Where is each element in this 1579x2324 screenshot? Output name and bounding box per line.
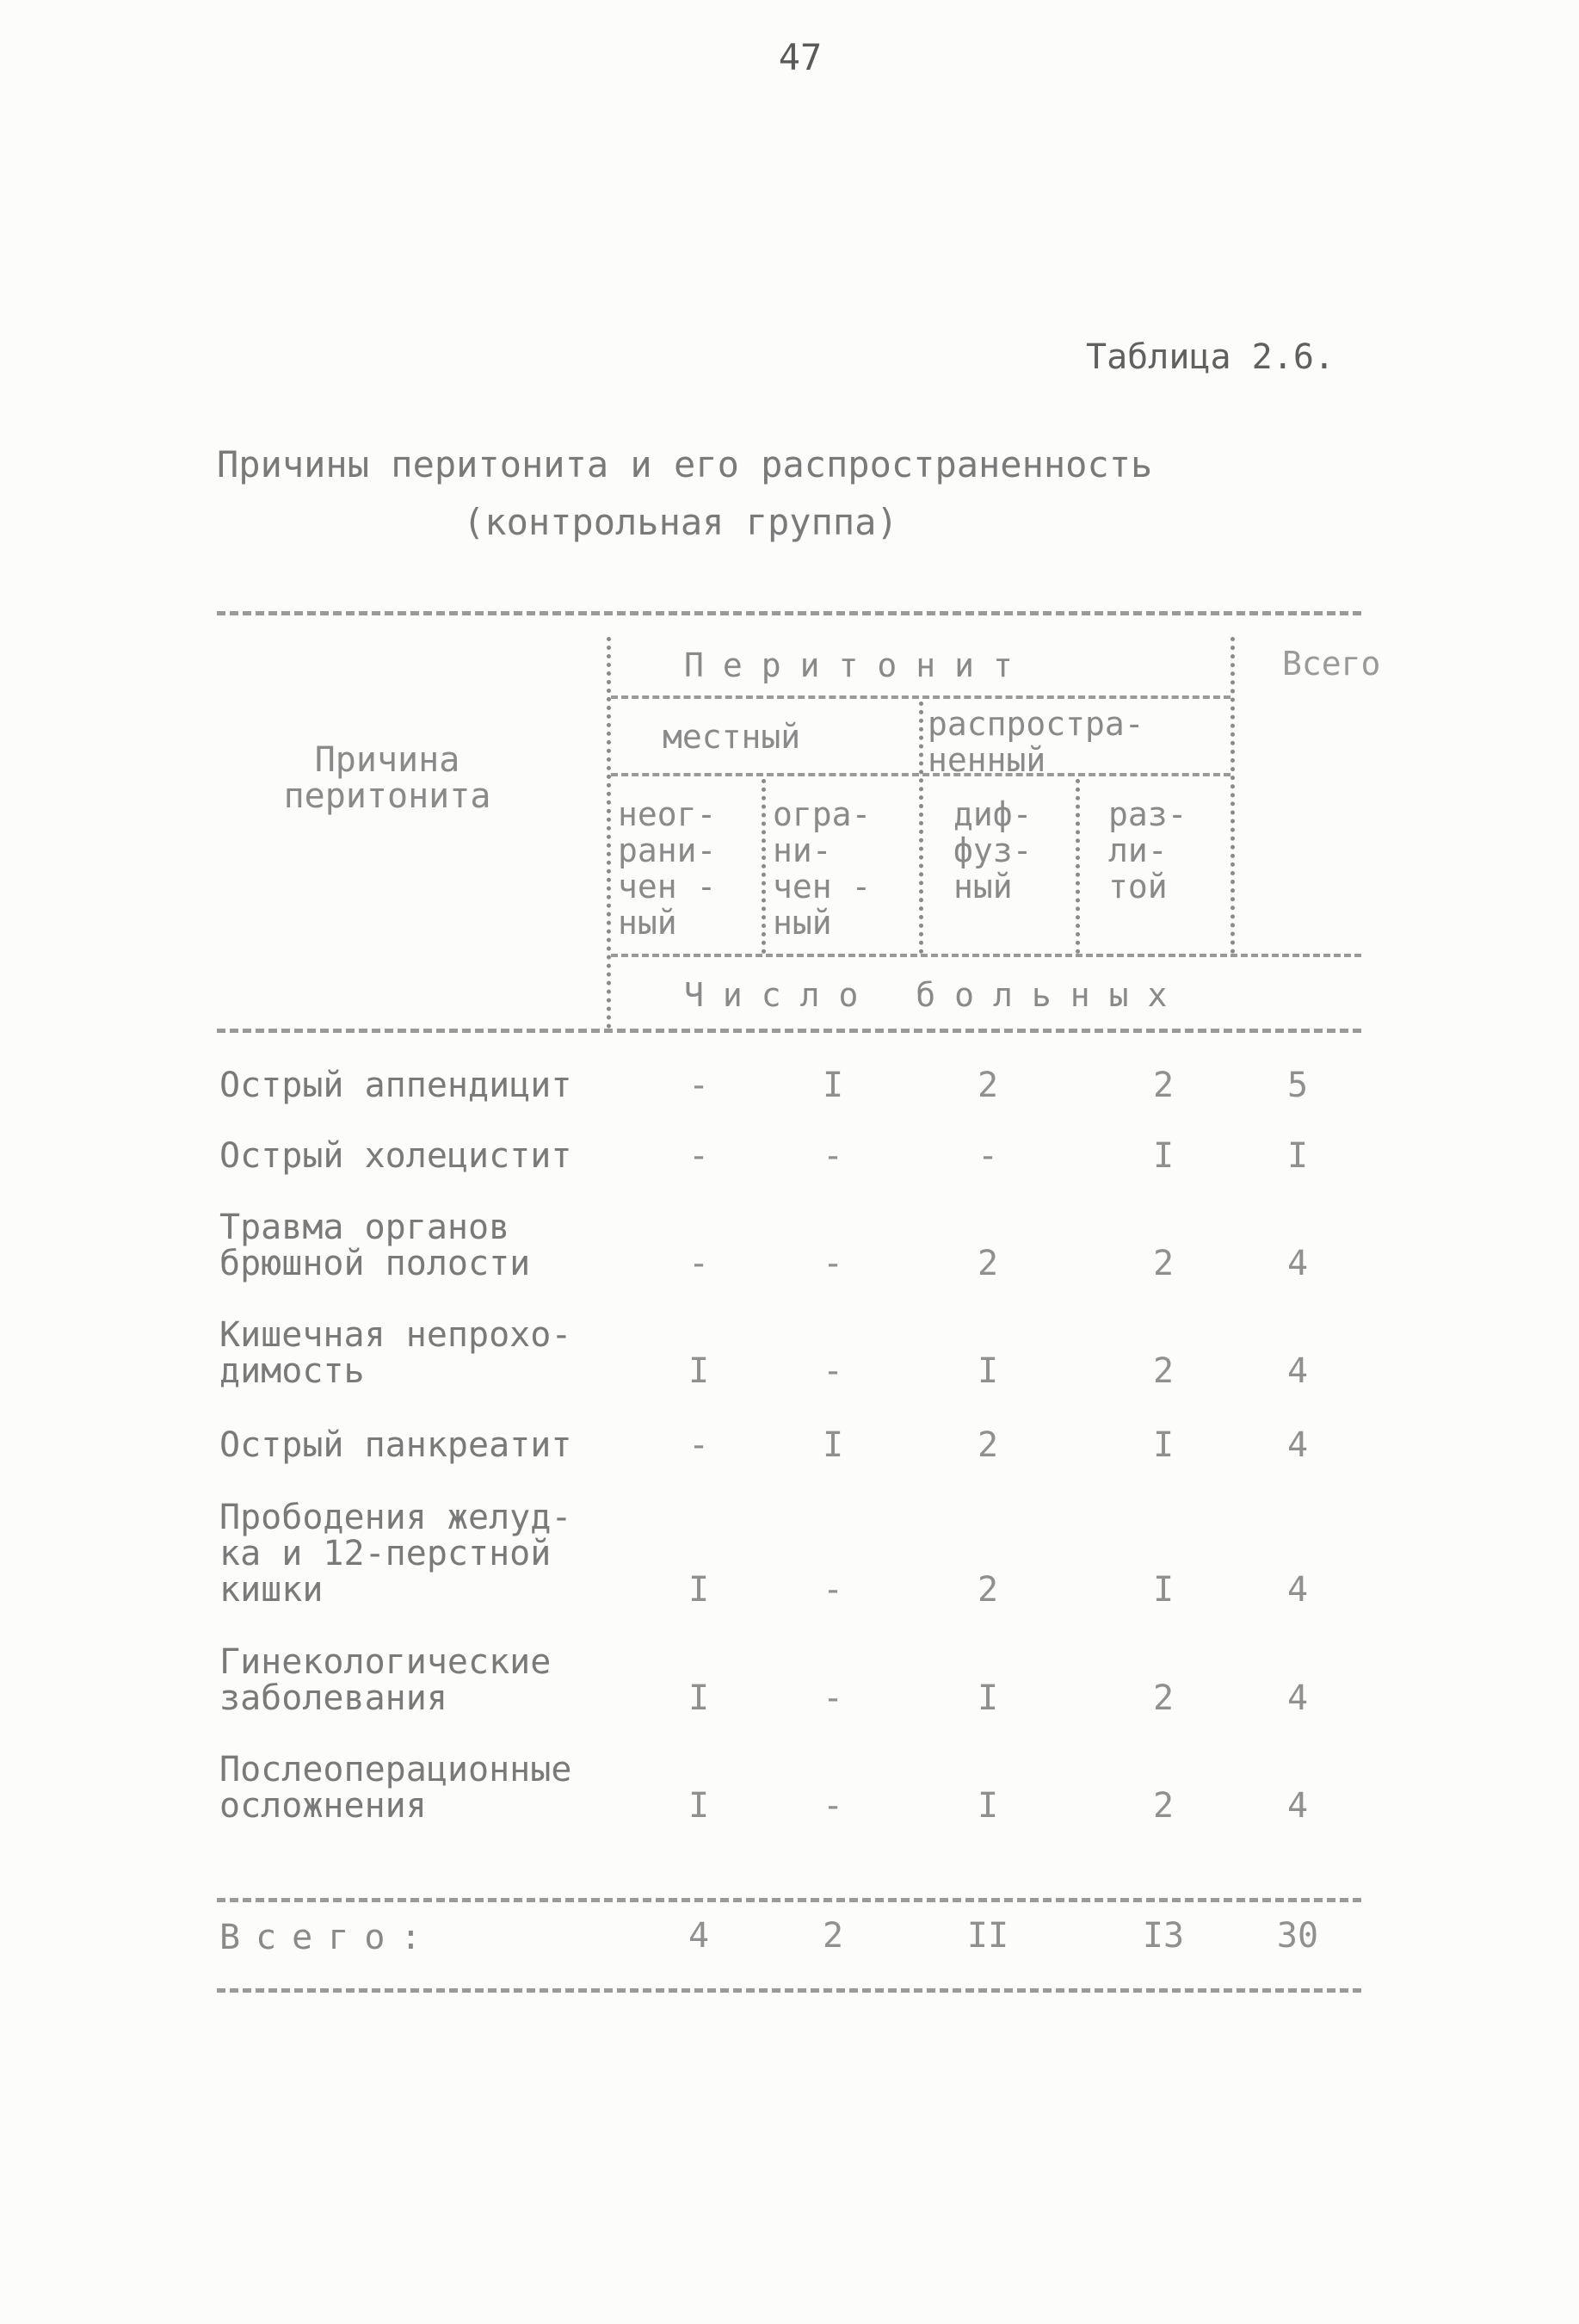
row-label: Гинекологические заболевания <box>219 1642 552 1718</box>
header-rule-3 <box>611 954 1361 957</box>
cell: - <box>822 1786 844 1826</box>
header-bottom-rule <box>217 1029 1361 1033</box>
header-cause: Причина перитонита <box>283 740 491 816</box>
header-rule-1 <box>611 695 1231 699</box>
table-top-rule <box>217 611 1361 615</box>
row-label: Острый холецистит <box>219 1136 572 1176</box>
cell: - <box>822 1570 844 1610</box>
cell: I <box>822 1425 844 1465</box>
cell: 4 <box>1286 1570 1309 1610</box>
row-label: Острый аппендицит <box>219 1066 572 1105</box>
header-limited: огра- ни- чен - ный <box>773 795 872 942</box>
cell: - <box>822 1136 844 1176</box>
cell: I <box>1152 1136 1175 1176</box>
total-top-rule <box>217 1898 1361 1902</box>
cell: - <box>822 1351 844 1391</box>
cell: - <box>822 1678 844 1718</box>
row-label: Острый панкреатит <box>219 1425 572 1465</box>
header-count: Число больных <box>684 976 1187 1014</box>
total-cell: 2 <box>822 1916 844 1956</box>
row-label: Прободения желуд- ка и 12-перстной кишки <box>219 1498 572 1610</box>
header-peritonitis: Перитонит <box>684 646 1032 684</box>
table-title: Причины перитонита и его распространенность <box>217 443 1153 485</box>
row-label: Кишечная непрохо- димость <box>219 1315 572 1391</box>
cell: I <box>688 1570 710 1610</box>
cell: 2 <box>1152 1351 1175 1391</box>
cell: I <box>822 1066 844 1105</box>
total-cell: 30 <box>1276 1916 1319 1956</box>
cell: - <box>688 1425 710 1465</box>
header-divider-spread <box>1076 779 1080 954</box>
cell: - <box>688 1066 710 1105</box>
table-bottom-rule <box>217 1988 1361 1993</box>
cell: I <box>688 1786 710 1826</box>
header-diffuse: диф- фуз- ный <box>953 795 1033 905</box>
cell: I <box>688 1351 710 1391</box>
row-label: Травма органов брюшной полости <box>219 1208 531 1283</box>
cell: 4 <box>1286 1425 1309 1465</box>
table-subtitle: (контрольная группа) <box>463 501 898 543</box>
header-spread: распростра- ненный <box>928 705 1144 779</box>
cell: 2 <box>1152 1244 1175 1283</box>
header-unlimited: неог- рани- чен - ный <box>618 795 717 942</box>
cell: 2 <box>977 1425 999 1465</box>
total-cell: II <box>966 1916 1009 1956</box>
cell: I <box>1152 1425 1175 1465</box>
cell: 2 <box>977 1244 999 1283</box>
header-total: Всего <box>1282 645 1381 683</box>
cell: I <box>1286 1136 1309 1176</box>
header-divider-local <box>762 779 766 954</box>
cell: 2 <box>977 1066 999 1105</box>
cell: I <box>977 1351 999 1391</box>
cell: 2 <box>1152 1678 1175 1718</box>
header-local: местный <box>663 718 801 756</box>
cell: I <box>688 1678 710 1718</box>
total-cell: 4 <box>688 1916 710 1956</box>
header-divider-left <box>607 637 611 1029</box>
cell: 2 <box>1152 1066 1175 1105</box>
table-number: Таблица 2.6. <box>1086 337 1335 377</box>
header-widespread: раз- ли- той <box>1108 795 1187 905</box>
cell: 4 <box>1286 1244 1309 1283</box>
row-label: Послеоперационные осложнения <box>219 1750 572 1826</box>
header-divider-local-spread <box>919 702 923 954</box>
cell: 4 <box>1286 1678 1309 1718</box>
cell: - <box>688 1244 710 1283</box>
cell: I <box>977 1678 999 1718</box>
cell: - <box>822 1244 844 1283</box>
cell: 4 <box>1286 1786 1309 1826</box>
cell: 4 <box>1286 1351 1309 1391</box>
header-divider-total <box>1231 637 1235 954</box>
page-number: 47 <box>778 36 823 78</box>
cell: I <box>1152 1570 1175 1610</box>
cell: - <box>688 1136 710 1176</box>
total-cell: I3 <box>1142 1916 1185 1956</box>
cell: I <box>977 1786 999 1826</box>
total-label: Всего: <box>219 1918 437 1957</box>
cell: 5 <box>1286 1066 1309 1105</box>
cell: 2 <box>977 1570 999 1610</box>
cell: 2 <box>1152 1786 1175 1826</box>
cell: - <box>977 1136 999 1176</box>
